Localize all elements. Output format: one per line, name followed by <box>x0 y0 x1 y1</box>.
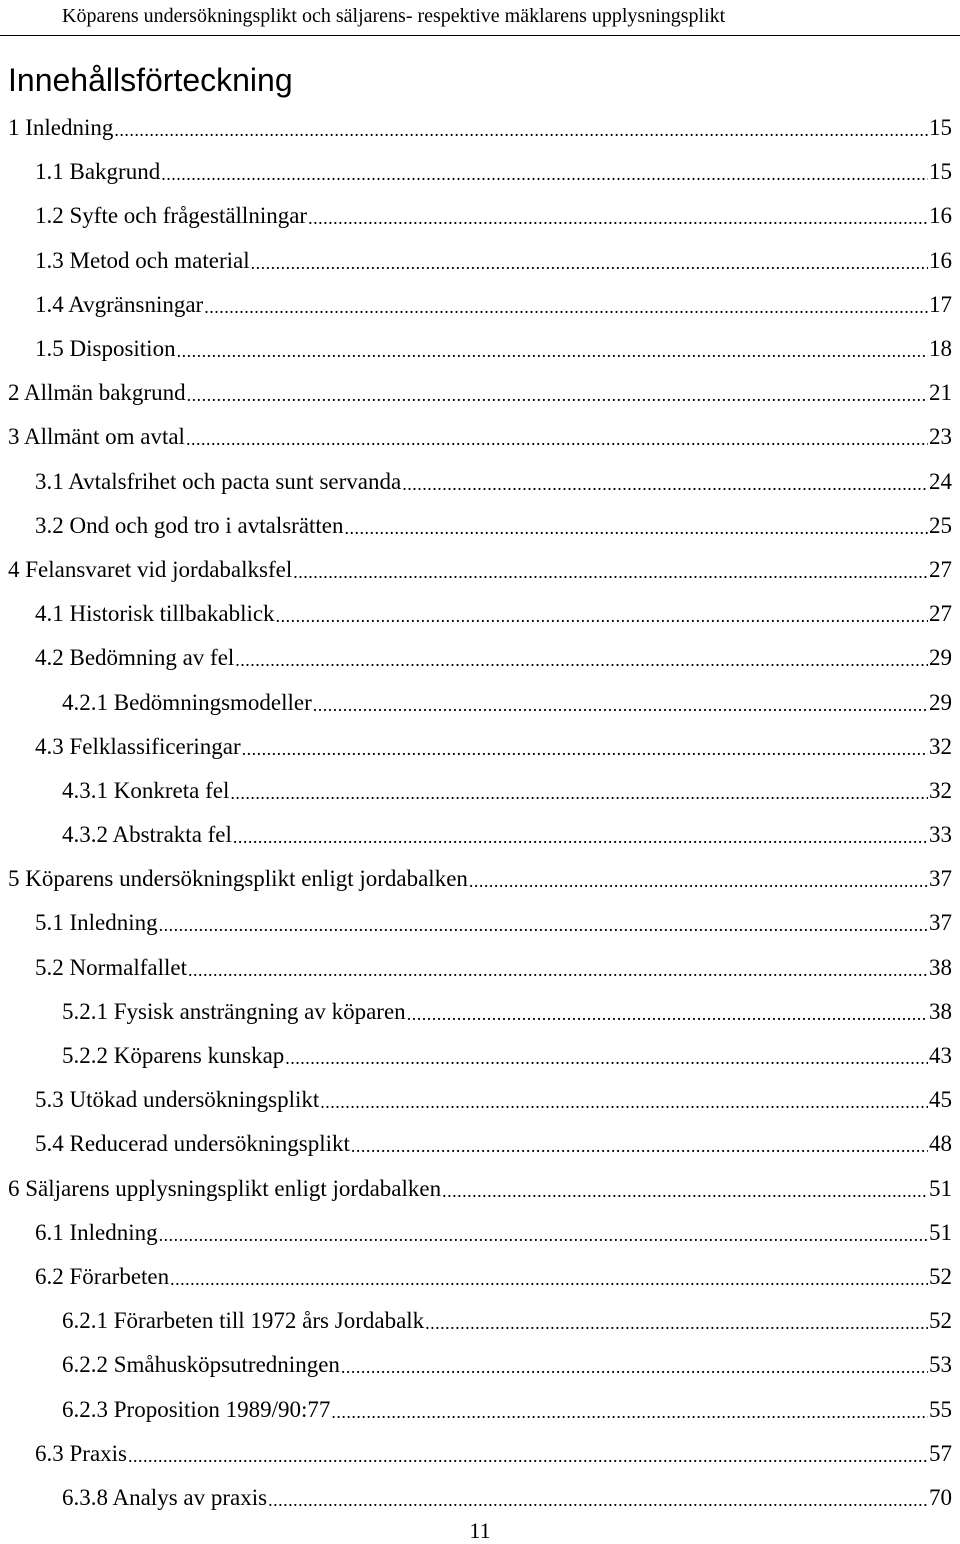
toc-entry[interactable] <box>0 1034 960 1078</box>
toc-entry-title[interactable]: 6.1 Inledning <box>35 1219 158 1245</box>
toc-entry[interactable] <box>0 415 960 459</box>
toc-dot-leader <box>177 337 928 365</box>
toc-entry-page-number: 24 <box>929 468 952 494</box>
toc-entry-page-number: 57 <box>929 1440 952 1466</box>
toc-dot-leader <box>159 1221 928 1249</box>
toc-entry[interactable] <box>0 504 960 548</box>
toc-entry[interactable] <box>0 857 960 901</box>
toc-entry[interactable] <box>0 548 960 592</box>
toc-dot-leader <box>230 779 928 807</box>
toc-dot-leader <box>407 1000 928 1028</box>
toc-entry-page-number: 38 <box>929 998 952 1024</box>
toc-entry-title[interactable]: 3.1 Avtalsfrihet och pacta sunt servanda <box>35 468 402 494</box>
toc-entry-page-number: 37 <box>929 910 952 936</box>
toc-entry-page-number: 43 <box>929 1043 952 1069</box>
toc-dot-leader <box>161 160 928 188</box>
toc-entry[interactable] <box>0 1167 960 1211</box>
toc-entry-page-number: 52 <box>929 1308 952 1334</box>
toc-dot-leader <box>331 1398 928 1426</box>
toc-entry[interactable] <box>0 592 960 636</box>
toc-entry-title[interactable]: 1.4 Avgränsningar <box>35 291 204 317</box>
toc-dot-leader <box>188 956 928 984</box>
toc-entry[interactable] <box>0 946 960 990</box>
toc-entry[interactable] <box>0 680 960 724</box>
toc-dot-leader <box>351 1132 928 1160</box>
toc-dot-leader <box>285 1044 928 1072</box>
toc-entry-page-number: 15 <box>929 115 952 141</box>
toc-dot-leader <box>233 823 928 851</box>
page-number: 11 <box>469 1518 491 1543</box>
toc-entry[interactable] <box>0 725 960 769</box>
toc-entry[interactable] <box>0 636 960 680</box>
toc-entry-title[interactable]: 1.3 Metod och material <box>35 247 250 273</box>
toc-entry[interactable] <box>0 769 960 813</box>
toc-entry-page-number: 32 <box>929 777 952 803</box>
toc-entry-page-number: 29 <box>929 689 952 715</box>
running-header-title: Köparens undersökningsplikt och säljarens- respektive mäklarens upplysningsplikt <box>62 5 726 27</box>
toc-entry-title[interactable]: 6 Säljarens upplysningsplikt enligt jordabalken <box>8 1175 442 1201</box>
toc-dot-leader <box>204 293 928 321</box>
toc-entry-title[interactable]: 4 Felansvaret vid jordabalksfel <box>8 556 293 582</box>
toc-entry-page-number: 21 <box>929 380 952 406</box>
toc-entry-title[interactable]: 1.2 Syfte och frågeställningar <box>35 203 308 229</box>
toc-entry[interactable] <box>0 460 960 504</box>
toc-entry-title[interactable]: 3.2 Ond och god tro i avtalsrätten <box>35 512 344 538</box>
toc-dot-leader <box>187 381 928 409</box>
toc-dot-leader <box>170 1265 928 1293</box>
toc-entry[interactable] <box>0 150 960 194</box>
toc-entry[interactable] <box>0 1078 960 1122</box>
toc-entry-title[interactable]: 4.2.1 Bedömningsmodeller <box>62 689 312 715</box>
toc-entry-title[interactable]: 5 Köparens undersökningsplikt enligt jordabalken <box>8 866 468 892</box>
toc-entry[interactable] <box>0 901 960 945</box>
toc-entry-page-number: 27 <box>929 601 952 627</box>
toc-dot-leader <box>128 1442 928 1470</box>
toc-dot-leader <box>308 204 928 232</box>
toc-heading: Innehållsförteckning <box>8 62 293 98</box>
toc-entry[interactable] <box>0 327 960 371</box>
toc-entry[interactable] <box>0 1299 960 1343</box>
toc-entry-page-number: 45 <box>929 1087 952 1113</box>
toc-entry-title[interactable]: 6.3 Praxis <box>35 1440 127 1466</box>
toc-entry[interactable] <box>0 283 960 327</box>
toc-entry-page-number: 51 <box>929 1219 952 1245</box>
toc-entry-page-number: 51 <box>929 1175 952 1201</box>
toc-dot-leader <box>341 1353 928 1381</box>
toc-dot-leader <box>235 646 928 674</box>
toc-entry[interactable] <box>0 1122 960 1166</box>
toc-entry[interactable] <box>0 1476 960 1520</box>
toc-dot-leader <box>268 1486 928 1514</box>
toc-entry[interactable] <box>0 1387 960 1431</box>
toc-entry-title[interactable]: 6.3.8 Analys av praxis <box>62 1484 268 1510</box>
toc-entry-page-number: 29 <box>929 645 952 671</box>
toc-dot-leader <box>114 116 928 144</box>
toc-entry-page-number: 27 <box>929 556 952 582</box>
toc-dot-leader <box>276 602 928 630</box>
toc-entry-page-number: 18 <box>929 336 952 362</box>
toc-entry-title[interactable]: 6.2 Förarbeten <box>35 1263 170 1289</box>
running-header <box>0 0 960 36</box>
toc-entry[interactable] <box>0 239 960 283</box>
toc-dot-leader <box>320 1088 928 1116</box>
table-of-contents <box>0 106 960 1520</box>
toc-entry-page-number: 23 <box>929 424 952 450</box>
toc-entry-page-number: 48 <box>929 1131 952 1157</box>
toc-dot-leader <box>425 1309 928 1337</box>
toc-entry-page-number: 53 <box>929 1352 952 1378</box>
toc-dot-leader <box>186 425 928 453</box>
toc-entry[interactable] <box>0 106 960 150</box>
toc-entry[interactable] <box>0 813 960 857</box>
toc-dot-leader <box>345 514 928 542</box>
toc-entry-title[interactable]: 4.1 Historisk tillbakablick <box>35 601 275 627</box>
toc-entry-title[interactable]: 3 Allmänt om avtal <box>8 424 185 450</box>
toc-dot-leader <box>402 470 928 498</box>
toc-entry[interactable] <box>0 1211 960 1255</box>
toc-entry-page-number: 55 <box>929 1396 952 1422</box>
toc-dot-leader <box>313 691 928 719</box>
toc-entry[interactable] <box>0 1343 960 1387</box>
toc-entry-title[interactable]: 6.2.2 Småhusköpsutredningen <box>62 1352 340 1378</box>
toc-entry[interactable] <box>0 990 960 1034</box>
toc-entry[interactable] <box>0 1432 960 1476</box>
toc-entry-title[interactable]: 2 Allmän bakgrund <box>8 380 186 406</box>
toc-entry-title[interactable]: 5.2.2 Köparens kunskap <box>62 1043 285 1069</box>
toc-entry[interactable] <box>0 1255 960 1299</box>
toc-entry-title[interactable]: 4.3.2 Abstrakta fel <box>62 822 232 848</box>
toc-dot-leader <box>442 1177 928 1205</box>
toc-entry-page-number: 25 <box>929 512 952 538</box>
toc-entry-page-number: 17 <box>929 291 952 317</box>
toc-dot-leader <box>293 558 928 586</box>
toc-entry-page-number: 16 <box>929 247 952 273</box>
toc-entry-title[interactable]: 5.3 Utökad undersökningsplikt <box>35 1087 320 1113</box>
toc-dot-leader <box>242 735 928 763</box>
toc-dot-leader <box>469 867 928 895</box>
toc-dot-leader <box>159 911 928 939</box>
toc-entry-page-number: 33 <box>929 822 952 848</box>
toc-entry-title[interactable]: 1.1 Bakgrund <box>35 159 161 185</box>
toc-entry-title[interactable]: 1 Inledning <box>8 115 114 141</box>
toc-entry-title[interactable]: 1.5 Disposition <box>35 336 176 362</box>
toc-entry-title[interactable]: 6.2.1 Förarbeten till 1972 års Jordabalk <box>62 1308 425 1334</box>
toc-entry-title[interactable]: 5.2.1 Fysisk ansträngning av köparen <box>62 998 406 1024</box>
toc-entry-page-number: 15 <box>929 159 952 185</box>
toc-entry-page-number: 52 <box>929 1263 952 1289</box>
toc-entry[interactable] <box>0 371 960 415</box>
toc-dot-leader <box>251 249 928 277</box>
toc-entry-page-number: 16 <box>929 203 952 229</box>
toc-entry-page-number: 70 <box>929 1484 952 1510</box>
toc-entry-title[interactable]: 4.3 Felklassificeringar <box>35 733 241 759</box>
toc-entry-title[interactable]: 4.2 Bedömning av fel <box>35 645 235 671</box>
toc-entry-title[interactable]: 5.1 Inledning <box>35 910 158 936</box>
toc-entry-title[interactable]: 5.2 Normalfallet <box>35 954 188 980</box>
toc-entry-page-number: 32 <box>929 733 952 759</box>
toc-entry-page-number: 37 <box>929 866 952 892</box>
toc-entry-title[interactable]: 5.4 Reducerad undersökningsplikt <box>35 1131 350 1157</box>
toc-entry-page-number: 38 <box>929 954 952 980</box>
toc-entry-title[interactable]: 6.2.3 Proposition 1989/90:77 <box>62 1396 331 1422</box>
toc-entry-title[interactable]: 4.3.1 Konkreta fel <box>62 777 230 803</box>
toc-entry[interactable] <box>0 194 960 238</box>
